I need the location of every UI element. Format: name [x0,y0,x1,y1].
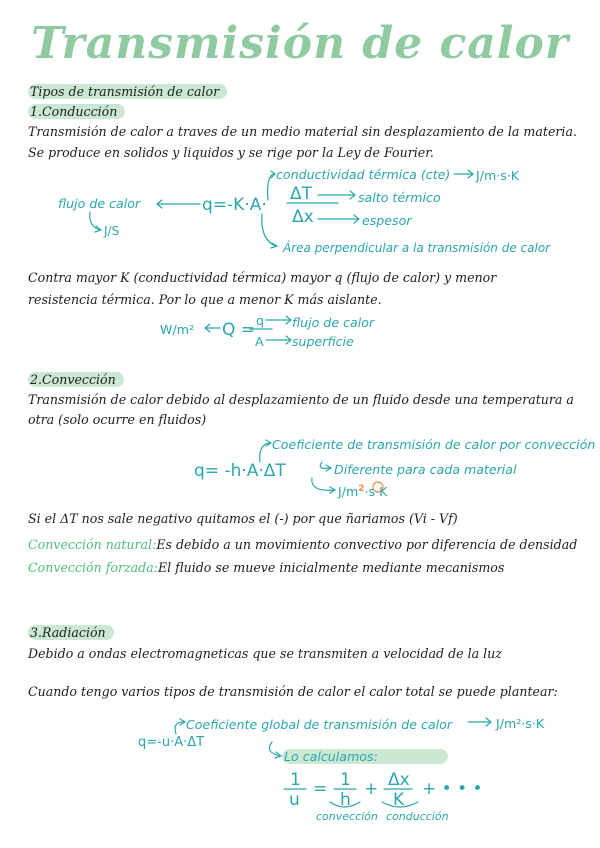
h-note: Diferente para cada material [334,462,517,477]
cond-label: conducción [386,810,449,823]
q-lhs: Q = [222,320,256,340]
heading-radiation: 3.Radiación [28,625,114,640]
radiation-line2: Cuando tengo varios tipos de transmisión de calor el calor total se puede plantear: [28,684,558,699]
area-label: Área perpendicular a la transmisión de calor [283,241,551,255]
global-formula: q=-u·A·ΔT [138,735,205,750]
convection-line2: otra (solo ocurre en fluidos) [28,412,207,427]
q-num-label: flujo de calor [292,315,375,330]
frac1-num: 1 [290,770,301,790]
k-unit: J/m·s·K [476,168,520,183]
heading-conduction: 1.Conducción [28,104,125,119]
h-unit: $J/m^2\cdot s\cdot K$ [338,484,388,500]
k-label: conductividad térmica (cte) [276,167,451,182]
more-terms: + • • • [422,779,483,799]
u-label: Coeficiente global de transmisión de calor [186,717,453,732]
q-unit: W/m² [160,322,195,337]
dt-label: salto térmico [358,190,441,205]
q-den: A [255,334,264,349]
frac2-num: 1 [340,770,351,790]
sign-note: Si el ΔT nos sale negativo quitamos el (-) por que ñariamos (Vi - Vf) [28,511,458,526]
frac3-num: Δx [388,770,410,790]
convection-line1: Transmisión de calor debido al desplazamiento de un fluido desde una temperatura a [28,392,574,407]
page-title: Transmisión de calor [30,18,570,69]
natural-convection: Convección natural:Es debido a un movimiento convectivo por diferencia de densidad [28,537,578,552]
forced-convection: Convección forzada:El fluido se mueve inicialmente mediante mecanismos [28,560,505,575]
calc-label: Lo calculamos: [282,749,448,764]
conduction-note1: Contra mayor K (conductividad térmica) mayor q (flujo de calor) y menor [28,270,497,285]
fourier-formula: q=-K·A· [202,195,267,215]
conduction-line2: Se produce en solidos y liquidos y se rige por la Ley de Fourier. [28,145,434,160]
q-den-label: superficie [292,334,354,349]
radiation-line1: Debido a ondas electromagneticas que se transmiten a velocidad de la luz [28,646,502,661]
delta-x: Δx [292,207,314,227]
delta-t: ΔT [290,184,313,204]
conduction-note2: resistencia térmica. Por lo que a menor K más aislante. [28,292,382,307]
frac2-den: h [340,790,351,810]
convection-formula: q= -h·A·ΔT [194,461,286,481]
equals: = [313,779,328,799]
frac1-den: u [289,790,300,810]
conduction-line1: Transmisión de calor a traves de un medio material sin desplazamiento de la materia. [28,124,577,139]
frac3-den: K [393,790,405,810]
dx-label: espesor [362,213,412,228]
heading-convection: 2.Convección [28,372,124,387]
flux-unit: J/S [104,224,120,238]
conv-label: convección [316,810,378,823]
subtitle: Tipos de transmisión de calor [28,84,227,99]
u-unit: J/m²·s·K [496,716,545,731]
plus: + [364,779,379,799]
h-label: Coeficiente de transmisión de calor por convección [272,437,596,452]
flux-label: flujo de calor [58,196,141,211]
q-num: q [256,313,264,328]
